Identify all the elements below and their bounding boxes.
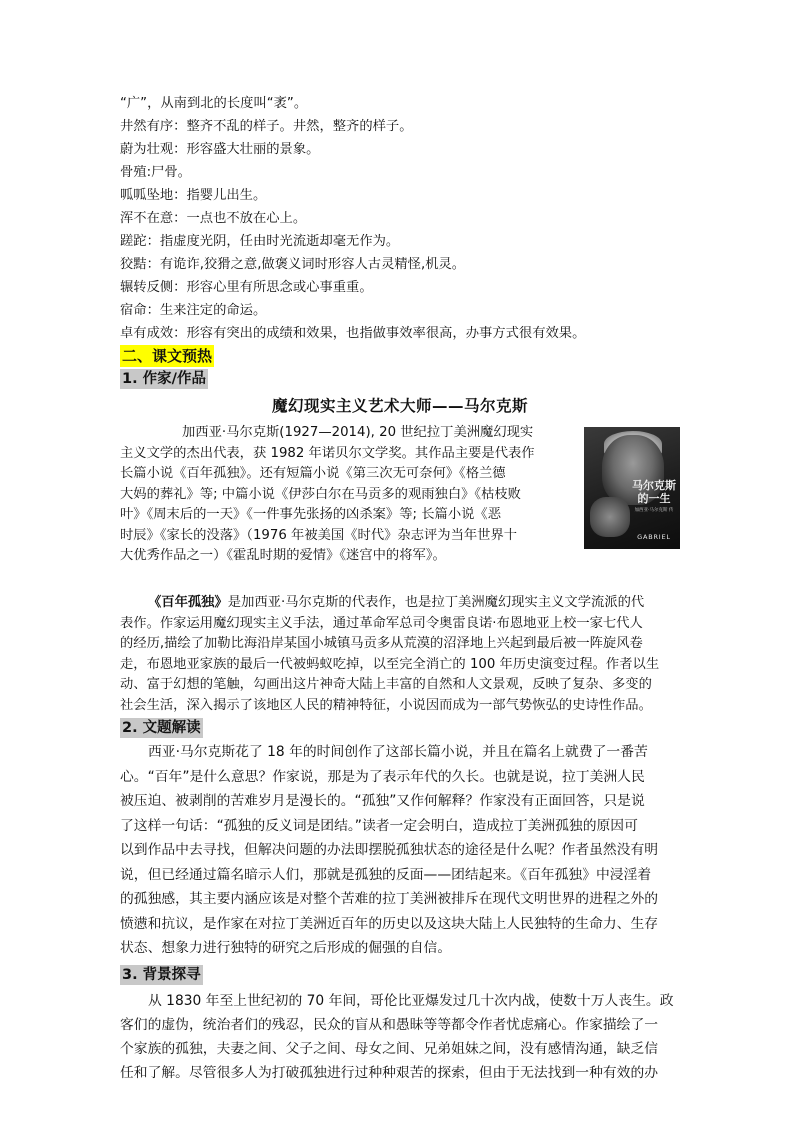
subsection-heading [120, 964, 680, 987]
vocab-line: 宿命：生来注定的命运。 [120, 303, 267, 318]
work-line: 社会生活，深入揭示了该地区人民的精神特征，小说因而成为一部气势恢弘的史诗性作品。 [120, 697, 652, 713]
author-line: 加西亚·马尔克斯(1927—2014), 20 世纪拉丁美洲魔幻现实 [182, 425, 534, 440]
cover-name: GABRIEL [637, 533, 671, 541]
interp-line: 以到作品中去寻找，但解决问题的办法即摆脱孤独状态的途径是什么呢？作者虽然没有明 [120, 842, 659, 858]
work-line: 动、富于幻想的笔触，勾画出这片神奇大陆上丰富的自然和人文景观，反映了复杂、多变的 [120, 677, 652, 692]
vocab-line: 蔚为壮观：形容盛大壮丽的景象。 [120, 142, 320, 157]
interp-line: 西亚·马尔克斯花了 18 年的时间创作了这部长篇小说，并且在篇名上就费了一番苦 [148, 744, 648, 760]
interp-line: 愤懑和抗议，是作家在对拉丁美洲近百年的历史以及这块大陆上人民独特的生命力、生存 [120, 915, 659, 932]
work-line: 表作。作家运用魔幻现实主义手法，通过革命军总司令奥雷良诺·布恩地亚上校一家七代人 [120, 615, 643, 631]
interp-line: 的孤独感，其主要内涵应该是对整个苦难的拉丁美洲被排斥在现代文明世界的进程之外的 [120, 891, 659, 907]
section-two-title: 二、课文预热 [122, 347, 213, 365]
author-line: 大优秀作品之一）《霍乱时期的爱情》《迷宫中的将军》。 [120, 548, 446, 563]
cover-subtitle: 加西亚·马尔克斯 传 [634, 508, 674, 513]
cover-title: 马尔克斯的一生 [632, 479, 676, 505]
author-block [120, 423, 680, 591]
vocab-line: “广”，从南到北的长度叫“袤”。 [120, 96, 308, 111]
work-line-rest: 是加西亚·马尔克斯的代表作，也是拉丁美洲魔幻现实主义文学流派的代 [227, 595, 645, 610]
interp-line: 心。“百年”是什么意思？作家说，那是为了表示年代的久长。也就是说，拉丁美洲人民 [120, 768, 645, 785]
work-line [120, 593, 680, 614]
subsection-author-works: 1. 作家/作品 [122, 371, 206, 387]
document-page [120, 92, 680, 1085]
subsection-title-interp: 2. 文题解读 [122, 720, 201, 736]
vocab-line: 浑不在意：一点也不放在心上。 [120, 211, 307, 226]
subsection-heading [120, 368, 680, 391]
author-text [120, 423, 560, 567]
vocab-line: 井然有序：整齐不乱的样子。井然，整齐的样子。 [120, 119, 413, 134]
interp-line: 被压迫、被剥削的苦难岁月是漫长的。“孤独”又作何解释？作家没有正面回答，只是说 [120, 793, 645, 809]
background-line: 任和了解。尽管很多人为打破孤独进行过种种艰苦的探索，但由于无法找到一种有效的办 [120, 1064, 659, 1081]
vocab-line: 呱呱坠地：指婴儿出生。 [120, 188, 267, 203]
vocab-line: 狡黠：有诡诈,狡猾之意,做褒义词时形容人古灵精怪,机灵。 [120, 257, 466, 272]
book-cover-image [584, 427, 680, 549]
author-line: 叶》《周末后的一天》《一件事先张扬的凶杀案》等; 长篇小说《恶 [120, 507, 502, 522]
author-line: 长篇小说《百年孤独》。还有短篇小说《第三次无可奈何》《格兰德 [120, 466, 506, 481]
background-line: 客们的虚伪，统治者们的残忍，民众的盲从和愚昧等等都令作者忧虑痛心。作家描绘了一 [120, 1016, 659, 1033]
subsection-background: 3. 背景探寻 [122, 966, 201, 983]
background-line: 个家族的孤独，夫妻之间、父子之间、母女之间、兄弟姐妹之间，没有感情沟通，缺乏信 [120, 1040, 659, 1057]
work-line: 走，布恩地亚家族的最后一代被蚂蚁吃掉，以至完全消亡的 100 年历史演变过程。作者以生 [120, 656, 660, 672]
section-heading [120, 345, 680, 368]
background-line: 从 1830 年至上世纪初的 70 年间，哥伦比亚爆发过几十次内战，使数十万人丧生。政 [148, 992, 674, 1009]
work-title-bold: 《百年孤独》 [148, 595, 228, 610]
vocab-line: 卓有成效：形容有突出的成绩和效果，也指做事效率很高，办事方式很有效果。 [120, 326, 586, 341]
vocab-list [120, 92, 680, 345]
portrait-hand [590, 497, 630, 537]
background-paragraph [120, 989, 680, 1085]
work-paragraph [120, 593, 680, 716]
interp-line: 说，但已经通过篇名暗示人们，那就是孤独的反面——团结起来。《百年孤独》中浸淫着 [120, 866, 652, 883]
vocab-line: 辗转反侧：形容心里有所思念或心事重重。 [120, 280, 373, 295]
interp-paragraph [120, 740, 680, 961]
author-line: 时辰》《家长的没落》（1976 年被美国《时代》杂志评为当年世界十 [120, 527, 518, 543]
author-line: 大妈的葬礼》等; 中篇小说《伊莎白尔在马贡多的观雨独白》《枯枝败 [120, 486, 521, 502]
interp-line: 状态、想象力进行独特的研究之后形成的倔强的自信。 [120, 940, 452, 956]
work-line: 的经历,描绘了加勒比海沿岸某国小城镇马贡多从荒漠的沼泽地上兴起到最后被一阵旋风卷 [120, 636, 643, 651]
article-title: 魔幻现实主义艺术大师——马尔克斯 [271, 397, 528, 415]
interp-line: 了这样一句话：“孤独的反义词是团结。”读者一定会明白，造成拉丁美洲孤独的原因可 [120, 817, 638, 834]
author-line: 主义文学的杰出代表，获 1982 年诺贝尔文学奖。其作品主要是代表作 [120, 445, 535, 461]
vocab-line: 骨殖:尸骨。 [120, 165, 191, 180]
vocab-line: 蹉跎：指虚度光阴，任由时光流逝却毫无作为。 [120, 234, 400, 249]
subsection-heading [120, 717, 680, 740]
